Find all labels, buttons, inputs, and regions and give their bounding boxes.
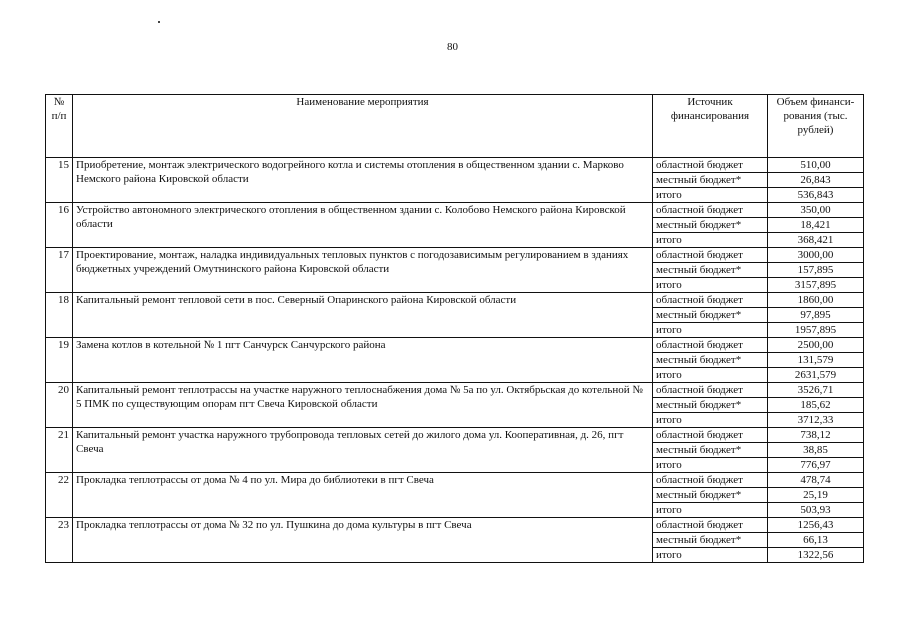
activity-name: Капитальный ремонт участка наружного трубопровода тепловых сетей до жилого дома ул. Кооперативная, д. 26, пгт Свеча [73, 428, 653, 473]
activity-name: Проектирование, монтаж, наладка индивидуальных тепловых пунктов с погодозависимым регулированием в зданиях бюджетных учреждений Омутнинского района Кировской области [73, 248, 653, 293]
funding-amount: 1860,00 [768, 293, 864, 308]
table-row [46, 473, 864, 488]
funding-source: местный бюджет* [653, 398, 768, 413]
funding-amount: 131,579 [768, 353, 864, 368]
table-row [46, 428, 864, 443]
funding-source: местный бюджет* [653, 308, 768, 323]
table-row [46, 338, 864, 353]
scan-dot [158, 21, 160, 23]
funding-table [45, 94, 864, 563]
table-header-row [46, 95, 864, 158]
activity-name: Замена котлов в котельной № 1 пгт Санчурск Санчурского района [73, 338, 653, 383]
funding-source: областной бюджет [653, 473, 768, 488]
row-number: 16 [46, 203, 73, 248]
funding-amount: 738,12 [768, 428, 864, 443]
row-number: 22 [46, 473, 73, 518]
table-row [46, 293, 864, 308]
funding-source: местный бюджет* [653, 173, 768, 188]
funding-source: областной бюджет [653, 383, 768, 398]
funding-amount: 25,19 [768, 488, 864, 503]
funding-source: местный бюджет* [653, 443, 768, 458]
activity-name: Устройство автономного электрического отопления в общественном здании с. Колобово Немского района Кировской области [73, 203, 653, 248]
funding-source: итого [653, 233, 768, 248]
funding-source: итого [653, 368, 768, 383]
activity-name: Приобретение, монтаж электрического водогрейного котла и системы отопления в общественном здании с. Марково Немского района Кировской области [73, 158, 653, 203]
funding-source: итого [653, 188, 768, 203]
funding-amount: 368,421 [768, 233, 864, 248]
funding-source: итого [653, 278, 768, 293]
funding-amount: 1256,43 [768, 518, 864, 533]
funding-source: местный бюджет* [653, 218, 768, 233]
funding-source: областной бюджет [653, 428, 768, 443]
funding-amount: 478,74 [768, 473, 864, 488]
funding-amount: 2631,579 [768, 368, 864, 383]
table-row [46, 158, 864, 173]
activity-name: Капитальный ремонт тепловой сети в пос. Северный Опаринского района Кировской области [73, 293, 653, 338]
funding-amount: 185,62 [768, 398, 864, 413]
activity-name: Прокладка теплотрассы от дома № 32 по ул. Пушкина до дома культуры в пгт Свеча [73, 518, 653, 563]
funding-source: областной бюджет [653, 158, 768, 173]
row-number: 19 [46, 338, 73, 383]
row-number: 20 [46, 383, 73, 428]
funding-amount: 38,85 [768, 443, 864, 458]
table-row [46, 518, 864, 533]
funding-source: местный бюджет* [653, 488, 768, 503]
header-name: Наименование мероприятия [73, 95, 653, 158]
table-row [46, 383, 864, 398]
row-number: 23 [46, 518, 73, 563]
table-row [46, 203, 864, 218]
funding-amount: 1322,56 [768, 548, 864, 563]
funding-amount: 2500,00 [768, 338, 864, 353]
funding-amount: 3526,71 [768, 383, 864, 398]
page-number: 80 [447, 41, 458, 53]
funding-source: итого [653, 458, 768, 473]
funding-amount: 18,421 [768, 218, 864, 233]
funding-amount: 1957,895 [768, 323, 864, 338]
row-number: 15 [46, 158, 73, 203]
funding-amount: 536,843 [768, 188, 864, 203]
activity-name: Прокладка теплотрассы от дома № 4 по ул. Мира до библиотеки в пгт Свеча [73, 473, 653, 518]
header-source: Источник финансирования [653, 95, 768, 158]
funding-amount: 776,97 [768, 458, 864, 473]
activity-name: Капитальный ремонт теплотрассы на участке наружного теплоснабжения дома № 5а по ул. Октябрьская до котельной № 5 ПМК по существующим опорам пгт Свеча Кировской области [73, 383, 653, 428]
header-amount: Объем финанси-рования (тыс. рублей) [768, 95, 864, 158]
funding-amount: 3000,00 [768, 248, 864, 263]
funding-source: итого [653, 503, 768, 518]
header-number: № п/п [46, 95, 73, 158]
funding-amount: 66,13 [768, 533, 864, 548]
funding-source: итого [653, 413, 768, 428]
row-number: 18 [46, 293, 73, 338]
table-body [46, 158, 864, 563]
row-number: 21 [46, 428, 73, 473]
funding-amount: 503,93 [768, 503, 864, 518]
funding-source: областной бюджет [653, 518, 768, 533]
funding-source: местный бюджет* [653, 353, 768, 368]
funding-source: итого [653, 548, 768, 563]
funding-amount: 350,00 [768, 203, 864, 218]
funding-source: итого [653, 323, 768, 338]
funding-amount: 510,00 [768, 158, 864, 173]
funding-amount: 97,895 [768, 308, 864, 323]
funding-source: областной бюджет [653, 293, 768, 308]
funding-source: областной бюджет [653, 338, 768, 353]
funding-amount: 3157,895 [768, 278, 864, 293]
funding-source: местный бюджет* [653, 263, 768, 278]
row-number: 17 [46, 248, 73, 293]
funding-source: областной бюджет [653, 203, 768, 218]
funding-amount: 157,895 [768, 263, 864, 278]
funding-source: местный бюджет* [653, 533, 768, 548]
funding-amount: 26,843 [768, 173, 864, 188]
funding-amount: 3712,33 [768, 413, 864, 428]
funding-source: областной бюджет [653, 248, 768, 263]
table-row [46, 248, 864, 263]
